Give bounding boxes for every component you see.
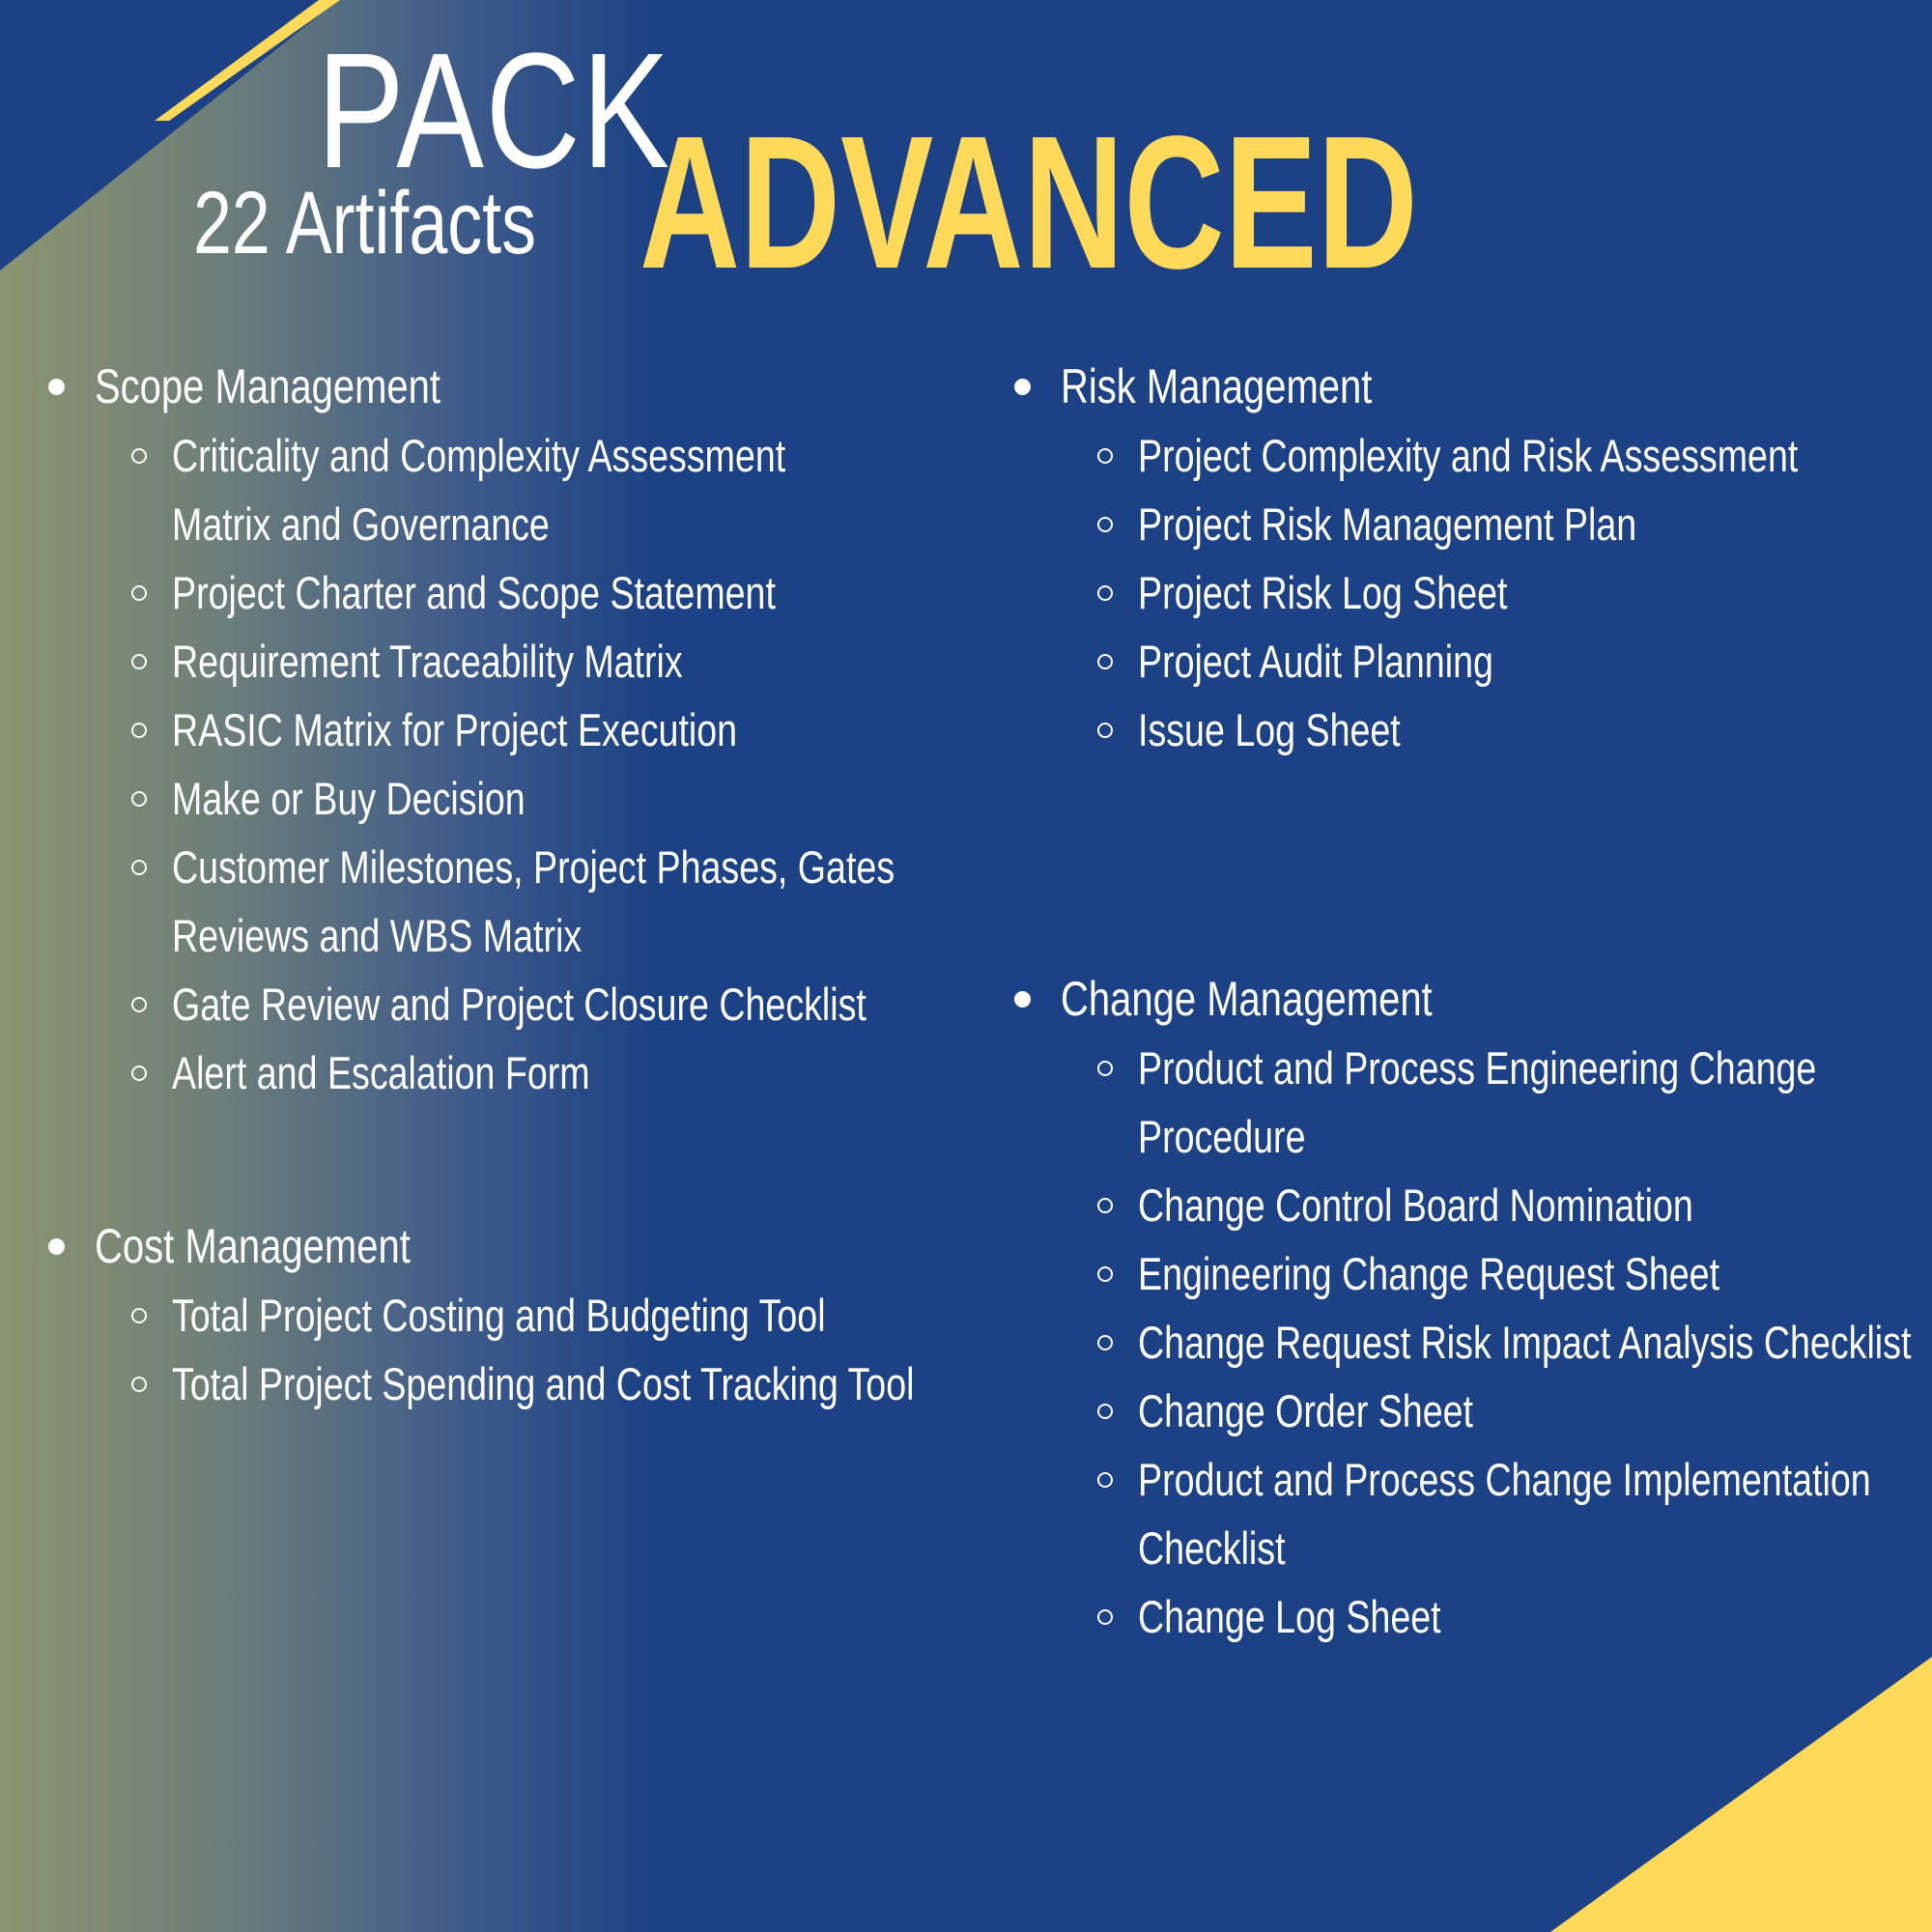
- artifact-item: [1014, 490, 1932, 558]
- artifact-item-text: Project Audit Planning: [1138, 636, 1493, 687]
- section-cost-management: [48, 1212, 1100, 1418]
- artifact-list: [1014, 421, 1932, 764]
- bullet-circle-icon: [1097, 1404, 1113, 1419]
- artifact-item-text: Alert and Escalation Form: [172, 1047, 590, 1098]
- artifact-item-text: Reviews and WBS Matrix: [172, 910, 582, 961]
- bullet-dot-icon: [1014, 379, 1031, 395]
- artifact-item-text: Project Complexity and Risk Assessment: [1138, 430, 1799, 481]
- section-title: Risk Management: [1061, 359, 1373, 413]
- artifact-item-text: Criticality and Complexity Assessment: [172, 430, 786, 481]
- section-title: Scope Management: [95, 359, 441, 413]
- artifact-item: [1014, 1034, 1932, 1171]
- artifact-item: [48, 627, 1075, 696]
- artifact-item: [48, 696, 1075, 764]
- bullet-circle-icon: [1097, 1472, 1113, 1488]
- bullet-circle-icon: [131, 585, 147, 601]
- artifact-item: [1014, 696, 1932, 764]
- artifact-item: [1014, 421, 1932, 490]
- bullet-circle-icon: [1097, 654, 1113, 669]
- section-title: Cost Management: [95, 1219, 411, 1273]
- artifact-item: [48, 764, 1075, 833]
- bullet-circle-icon: [1097, 448, 1113, 464]
- artifact-item: [48, 1281, 1100, 1350]
- bullet-circle-icon: [131, 860, 147, 875]
- bullet-circle-icon: [131, 997, 147, 1012]
- artifact-item-text: Change Order Sheet: [1138, 1385, 1473, 1436]
- bullet-dot-icon: [48, 379, 65, 395]
- bullet-circle-icon: [1097, 1061, 1113, 1076]
- artifact-item: [48, 833, 1075, 970]
- section-risk-management: [1014, 353, 1932, 764]
- section-heading: [1014, 965, 1932, 1034]
- artifact-item-text: Issue Log Sheet: [1138, 704, 1401, 755]
- artifact-item: [48, 970, 1075, 1038]
- bullet-circle-icon: [1097, 517, 1113, 532]
- artifact-item-text: Checklist: [1138, 1522, 1286, 1574]
- artifact-item-text: Change Control Board Nomination: [1138, 1179, 1693, 1231]
- section-change-management: [1014, 965, 1932, 1651]
- artifact-item: [1014, 1308, 1932, 1377]
- artifact-item: [1014, 1171, 1932, 1239]
- artifact-item-text: Product and Process Change Implementation: [1138, 1454, 1871, 1505]
- bullet-circle-icon: [131, 1377, 147, 1392]
- artifact-item: [1014, 1377, 1932, 1445]
- artifact-item-text: Project Risk Log Sheet: [1138, 567, 1508, 618]
- artifact-item-text: Change Log Sheet: [1138, 1591, 1441, 1642]
- bullet-dot-icon: [48, 1238, 65, 1255]
- title-level: ADVANCED: [639, 97, 1418, 308]
- artifact-item: [1014, 627, 1932, 696]
- bullet-circle-icon: [1097, 723, 1113, 738]
- artifact-item: [1014, 1582, 1932, 1651]
- artifact-item-text: Total Project Costing and Budgeting Tool: [172, 1290, 826, 1341]
- section-heading: [48, 1212, 1100, 1281]
- artifact-item-text: Project Risk Management Plan: [1138, 498, 1637, 550]
- artifact-item: [1014, 1445, 1932, 1582]
- artifact-item-text: Procedure: [1138, 1111, 1306, 1162]
- artifact-item-text: Requirement Traceability Matrix: [172, 636, 683, 687]
- bullet-circle-icon: [1097, 1198, 1113, 1213]
- bullet-circle-icon: [1097, 1609, 1113, 1625]
- artifact-item: [48, 1038, 1075, 1107]
- bullet-circle-icon: [131, 723, 147, 738]
- artifact-list: [1014, 1034, 1932, 1651]
- bullet-circle-icon: [131, 791, 147, 807]
- bullet-circle-icon: [1097, 1266, 1113, 1282]
- section-heading: [48, 353, 1075, 421]
- bullet-circle-icon: [131, 448, 147, 464]
- artifact-item-text: Project Charter and Scope Statement: [172, 567, 776, 618]
- section-heading: [1014, 353, 1932, 421]
- artifact-item-text: Customer Milestones, Project Phases, Gates: [172, 841, 895, 893]
- artifact-item: [48, 421, 1075, 558]
- artifact-item: [48, 558, 1075, 627]
- bullet-circle-icon: [131, 654, 147, 669]
- bullet-circle-icon: [131, 1308, 147, 1323]
- bullet-circle-icon: [1097, 585, 1113, 601]
- artifact-item: [1014, 558, 1932, 627]
- section-scope-management: [48, 353, 1075, 1107]
- artifact-count: 22 Artifacts: [193, 174, 536, 272]
- bullet-dot-icon: [1014, 991, 1031, 1008]
- artifact-item: [48, 1350, 1100, 1418]
- artifact-item-text: Engineering Change Request Sheet: [1138, 1248, 1720, 1299]
- artifact-item-text: Gate Review and Project Closure Checklist: [172, 979, 867, 1030]
- artifact-item-text: Matrix and Governance: [172, 498, 550, 550]
- artifact-item: [1014, 1239, 1932, 1308]
- artifact-item-text: Total Project Spending and Cost Tracking Tool: [172, 1358, 915, 1409]
- section-title: Change Management: [1061, 972, 1433, 1026]
- artifact-list: [48, 421, 1075, 1107]
- title-pack: PACK: [317, 19, 671, 203]
- bullet-circle-icon: [1097, 1335, 1113, 1350]
- artifact-item-text: Make or Buy Decision: [172, 773, 526, 824]
- artifact-item-text: Change Request Risk Impact Analysis Checklist: [1138, 1317, 1912, 1368]
- artifact-list: [48, 1281, 1100, 1418]
- artifact-item-text: RASIC Matrix for Project Execution: [172, 704, 738, 755]
- bullet-circle-icon: [131, 1065, 147, 1081]
- artifact-item-text: Product and Process Engineering Change: [1138, 1042, 1817, 1094]
